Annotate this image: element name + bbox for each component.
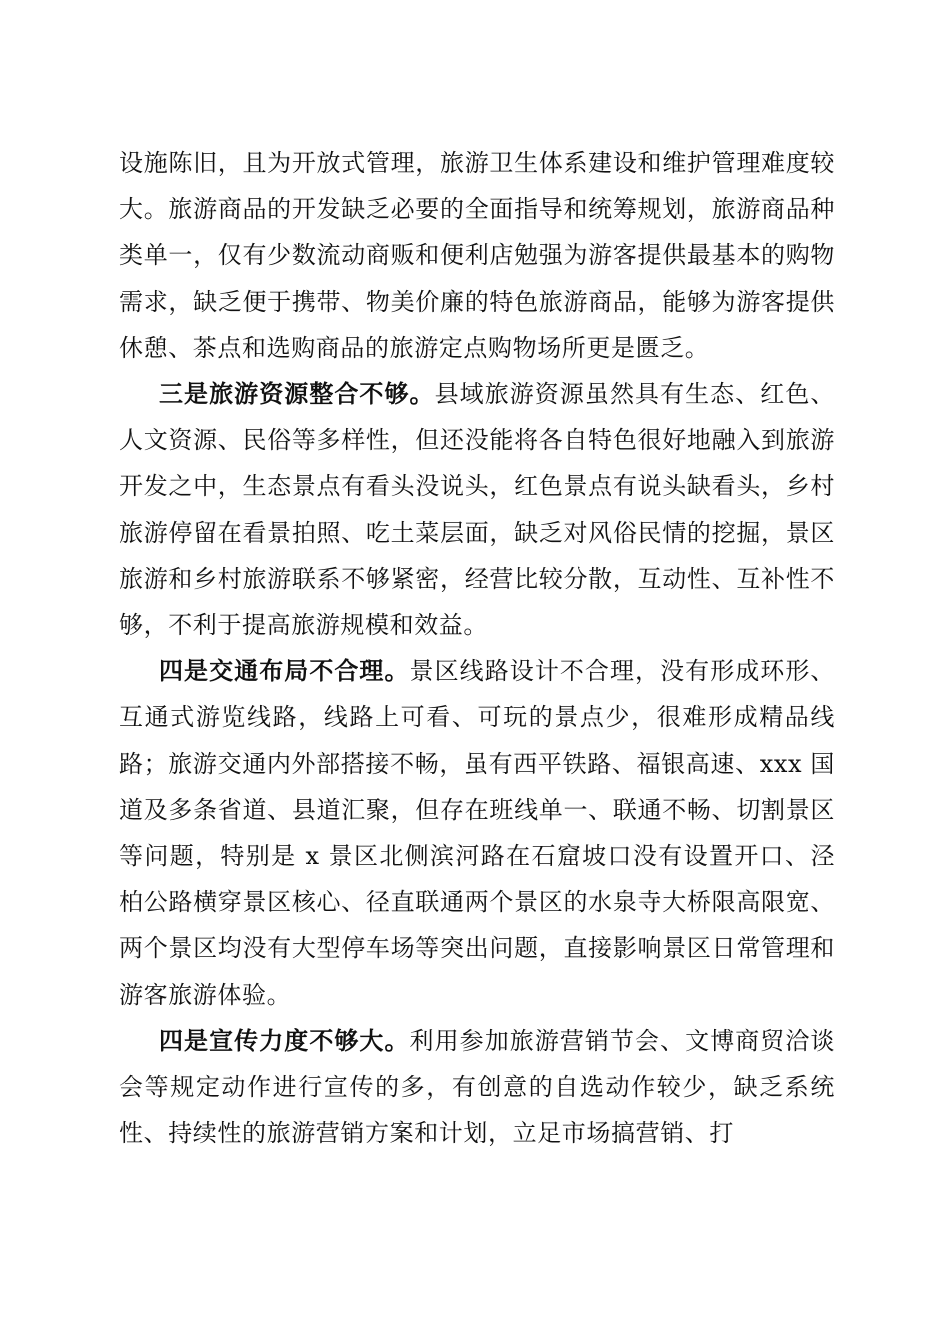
document-body bbox=[119, 140, 835, 1156]
paragraph-lead: 四是宣传力度不够大。 bbox=[159, 1025, 410, 1055]
paragraph-text: 设施陈旧，且为开放式管理，旅游卫生体系建设和维护管理难度较大。旅游商品的开发缺乏必要的全面指导和统筹规划，旅游商品种类单一，仅有少数流动商贩和便利店勉强为游客提供最基本的购物需求，缺乏便于携带、物美价廉的特色旅游商品，能够为游客提供休憩、茶点和选购商品的旅游定点购物场所更是匮乏。 bbox=[119, 149, 835, 362]
paragraph-text: 县域旅游资源虽然具有生态、红色、人文资源、民俗等多样性，但还没能将各自特色很好地融入到旅游开发之中，生态景点有看头没说头，红色景点有说头缺看头，乡村旅游停留在看景拍照、吃土菜层面，缺乏对风俗民情的挖掘，景区旅游和乡村旅游联系不够紧密，经营比较分散，互动性、互补性不够，不利于提高旅游规模和效益。 bbox=[119, 380, 835, 640]
paragraph-promotion bbox=[119, 1018, 835, 1157]
paragraph-lead: 四是交通布局不合理。 bbox=[159, 656, 410, 686]
paragraph-text: 景区线路设计不合理，没有形成环形、互通式游览线路，线路上可看、可玩的景点少，很难形成精品线路；旅游交通内外部搭接不畅，虽有西平铁路、福银高速、xxx 国道及多条省道、县道汇聚，但存在班线单一、联通不畅、切割景区等问题，特别是 x 景区北侧滨河路在石窟坡口没有设置开口、泾柏公路横穿景区核心、径直联通两个景区的水泉寺大桥限高限宽、两个景区均没有大型停车场等突出问题，直接影响景区日常管理和游客旅游体验。 bbox=[119, 657, 836, 1009]
paragraph-lead: 三是旅游资源整合不够。 bbox=[159, 379, 435, 409]
paragraph-facilities bbox=[119, 140, 835, 371]
paragraph-text: 利用参加旅游营销节会、文博商贸洽谈会等规定动作进行宣传的多，有创意的自选动作较少，缺乏系统性、持续性的旅游营销方案和计划，立足市场搞营销、打 bbox=[119, 1026, 836, 1148]
paragraph-transport-layout bbox=[119, 648, 835, 1018]
paragraph-resource-integration bbox=[119, 371, 835, 648]
